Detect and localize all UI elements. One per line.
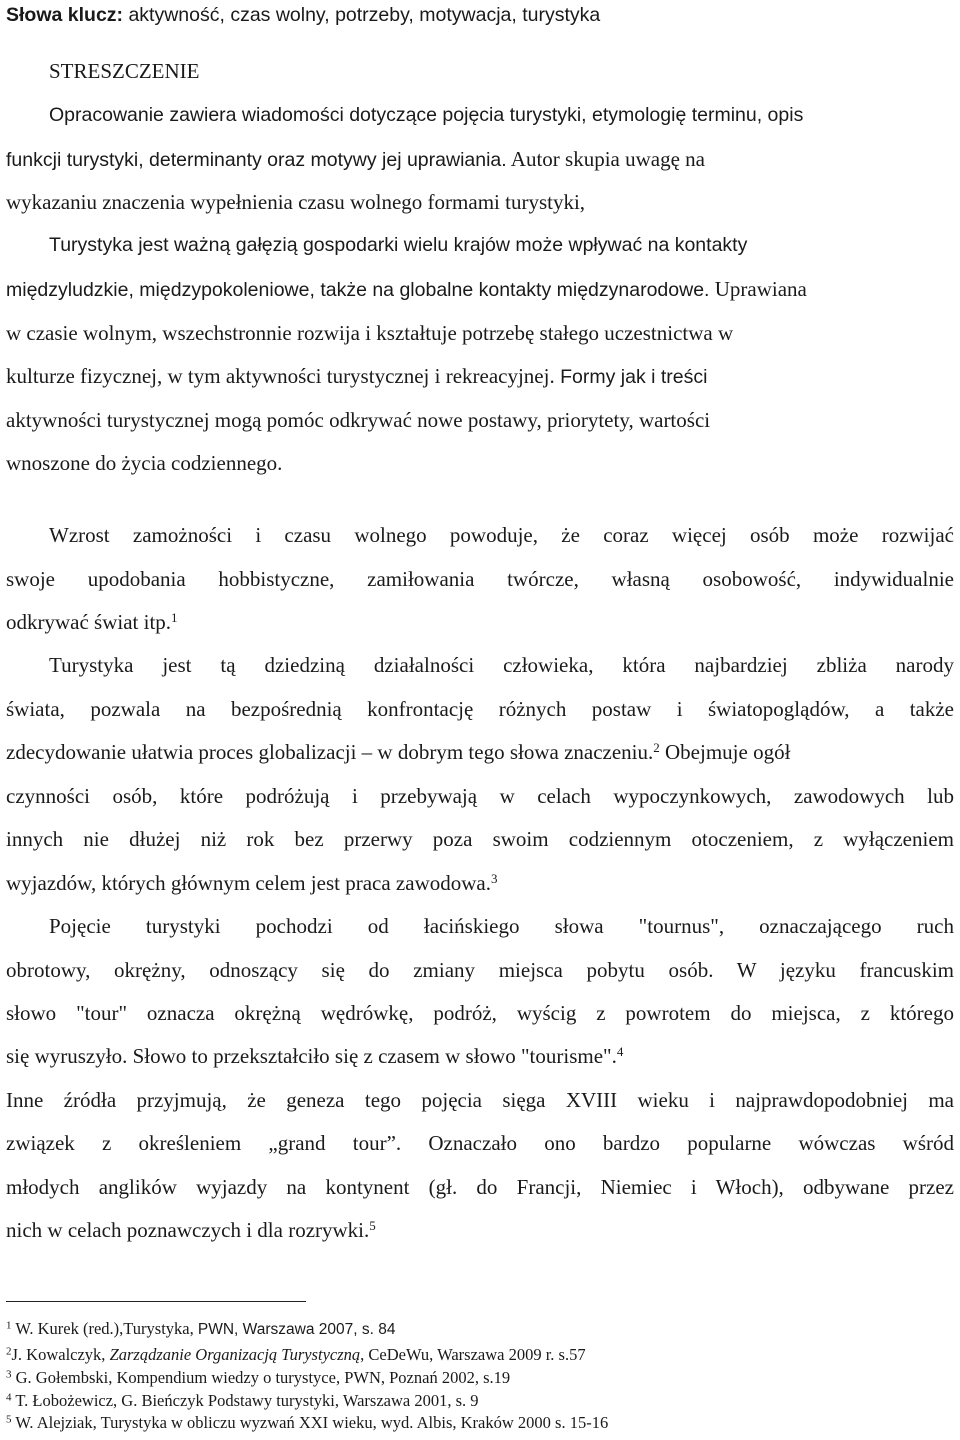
footnote-number: 4 (6, 1391, 12, 1404)
abstract-heading: STRESZCZENIE (49, 59, 200, 83)
keywords-text: aktywność, czas wolny, potrzeby, motywacja, turystyka (123, 4, 601, 26)
paragraph-line: Inne źródła przyjmują, że geneza tego pojęcia sięga XVIII wieku i najprawdopodobniej ma (6, 1088, 954, 1112)
abstract-line: Opracowanie zawiera wiadomości dotyczące pojęcia turystyki, etymologię terminu, opis (49, 104, 804, 126)
footnote-number: 2 (6, 1345, 12, 1358)
paragraph-line: zdecydowanie ułatwia proces globalizacji – w dobrym tego słowa znaczeniu.$^2$ Obejmuje ogół (6, 739, 791, 764)
footnote-ref[interactable]: 1 (171, 609, 178, 625)
footnote-ref[interactable]: 2 (653, 739, 660, 755)
footnote-ref[interactable]: 5 (369, 1217, 376, 1233)
paragraph-line: czynności osób, które podróżują i przebywają w celach wypoczynkowych, zawodowych lub (6, 784, 954, 808)
paragraph-line: świata, pozwala na bezpośrednią konfrontację różnych postaw i światopoglądów, a także (6, 697, 954, 721)
paragraph-line: Wzrost zamożności i czasu wolnego powoduje, że coraz więcej osób może rozwijać (49, 523, 954, 547)
keywords-line (6, 2, 954, 28)
paragraph-line: wyjazdów, których głównym celem jest praca zawodowa.$^3$ (6, 870, 498, 895)
abstract-line: kulturze fizycznej, w tym aktywności turystycznej i rekreacyjnej. Formy jak i treści (6, 364, 708, 388)
footnote-number: 1 (6, 1319, 12, 1332)
abstract-line: funkcji turystyki, determinanty oraz motywy jej uprawiania. Autor skupia uwagę na (6, 147, 705, 171)
footnote: $^4$ T. Łobożewicz, G. Bieńczyk Podstawy turystyki, Warszawa 2001, s. 9 (6, 1391, 479, 1410)
footnote: $^1$ W. Kurek (red.),Turystyka, PWN, Warszawa 2007, s. 84 (6, 1319, 396, 1338)
footnote: $^3$ G. Gołembski, Kompendium wiedzy o turystyce, PWN, Poznań 2002, s.19 (6, 1368, 511, 1387)
footnote: $^5$ W. Alejziak, Turystyka w obliczu wyzwań XXI wieku, wyd. Albis, Kraków 2000 s. 15-16 (6, 1413, 609, 1432)
abstract-line: międzyludzkie, międzypokoleniowe, także na globalne kontakty międzynarodowe. Uprawiana (6, 277, 807, 301)
paragraph-line: obrotowy, okrężny, odnoszący się do zmiany miejsca pobytu osób. W języku francuskim (6, 958, 954, 982)
paragraph-line: młodych anglików wyjazdy na kontynent (gł. do Francji, Niemiec i Włoch), odbywane przez (6, 1175, 954, 1199)
abstract-line: wykazaniu znaczenia wypełnienia czasu wolnego formami turystyki, (6, 190, 586, 214)
footnote: $^2$J. Kowalczyk, Zarządzanie Organizacją Turystyczną, CeDeWu, Warszawa 2009 r. s.57 (6, 1345, 586, 1364)
paragraph-line: nich w celach poznawczych i dla rozrywki.$^5$ (6, 1217, 376, 1242)
footnote-ref[interactable]: 4 (616, 1043, 624, 1059)
footnote-number: 5 (6, 1413, 12, 1426)
abstract-line: wnoszone do życia codziennego. (6, 451, 283, 475)
paragraph-line: słowo "tour" oznacza okrężną wędrówkę, podróż, wyścig z powrotem do miejsca, z którego (6, 1001, 954, 1025)
abstract-line: w czasie wolnym, wszechstronnie rozwija i kształtuje potrzebę stałego uczestnictwa w (6, 321, 734, 345)
paragraph-line: innych nie dłużej niż rok bez przerwy poza swoim codziennym otoczeniem, z wyłączeniem (6, 827, 954, 851)
footnote-separator (6, 1301, 306, 1302)
paragraph-line: się wyruszyło. Słowo to przekształciło się z czasem w słowo "tourisme".$^4$ (6, 1043, 624, 1068)
keywords-label: Słowa klucz: (6, 4, 124, 26)
paragraph-line: odkrywać świat itp.$^1$ (6, 609, 178, 634)
abstract-line: aktywności turystycznej mogą pomóc odkrywać nowe postawy, priorytety, wartości (6, 408, 711, 432)
footnote-ref[interactable]: 3 (490, 870, 498, 886)
paragraph-line: Pojęcie turystyki pochodzi od łacińskiego słowa "tournus", oznaczającego ruch (49, 914, 954, 938)
abstract-line: Turystyka jest ważną gałęzią gospodarki wielu krajów może wpływać na kontakty (49, 234, 748, 256)
paragraph-line: swoje upodobania hobbistyczne, zamiłowania twórcze, własną osobowość, indywidualnie (6, 567, 954, 591)
paragraph-line: Turystyka jest tą dziedziną działalności człowieka, która najbardziej zbliża narody (49, 653, 954, 677)
paragraph-line: związek z określeniem „grand tour”. Oznaczało ono bardzo popularne wówczas wśród (6, 1131, 954, 1155)
footnote-number: 3 (6, 1368, 12, 1381)
